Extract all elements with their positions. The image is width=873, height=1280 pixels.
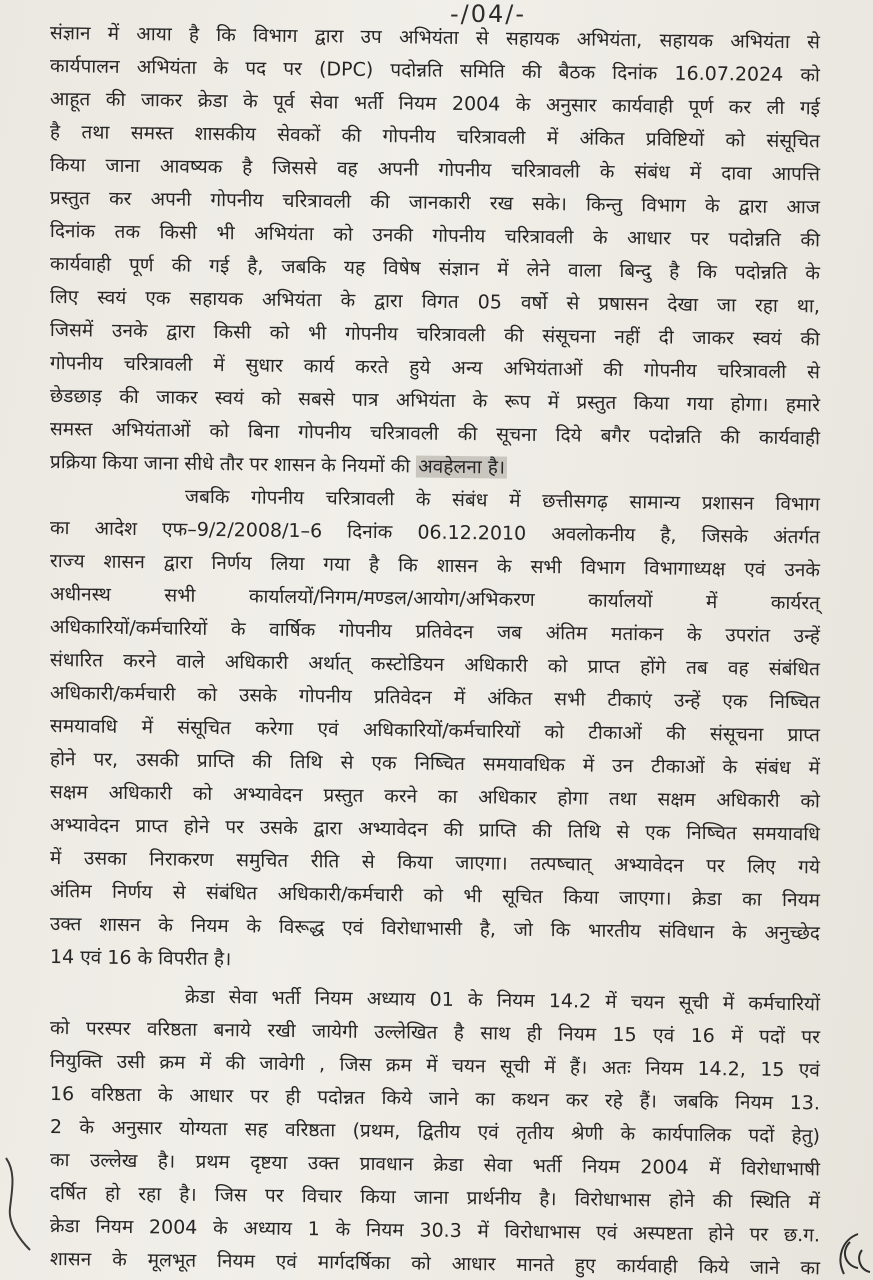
highlighted-text: अवहेलना है। <box>418 455 506 479</box>
text-line: संधारित करने वाले अधिकारी अर्थात् कस्टोडियन अधिकारी को प्राप्त होंगे तब वह संबंधित <box>49 649 821 681</box>
text-line: दर्षित हो रहा है। जिस पर विचार किया जाना प्रार्थनीय है। विरोधाभास होने की स्थिति में <box>49 1182 821 1214</box>
text-line: क्रेडा नियम 2004 के अध्याय 1 के नियम 30.3 में विरोधाभास एवं अस्पष्टता होने पर छ.ग. <box>49 1215 821 1247</box>
text-line: को परस्पर वरिष्ठता बनाये रखी जायेगी उल्लेखित है साथ ही नियम 15 एवं 16 में पदों पर <box>49 1017 821 1049</box>
handwritten-initials-mark <box>828 1228 873 1280</box>
text-line: है तथा समस्त शासकीय सेवकों की गोपनीय चरित्रावली में अंकित प्रविष्टियों को संसूचित <box>49 121 821 153</box>
text-line: समयावधि में संसूचित करेगा एवं अधिकारियों/कर्मचारियों को टीकाओं की संसूचना प्राप्त <box>49 715 821 747</box>
text-line: 14 एवं 16 के विपरीत है। <box>49 946 232 971</box>
text-line: लिए स्वयं एक सहायक अभियंता के द्वारा विगत 05 वर्षो से प्रषासन देखा जा रहा था, <box>49 286 821 318</box>
text-line: अधीनस्थ सभी कार्यालयों/निगम/मण्डल/आयोग/अभिकरण कार्यालयों में कार्यरत् <box>49 583 821 615</box>
text-line: जबकि गोपनीय चरित्रावली के संबंध में छत्तीसगढ़ सामान्य प्रशासन विभाग <box>184 485 821 516</box>
text-line: में उसका निराकरण समुचित रीति से किया जाएगा। तत्पष्चात् अभ्यावेदन पर लिए गये <box>49 847 821 879</box>
text-line: अंतिम निर्णय से संबंधित अधिकारी/कर्मचारी को भी सूचित किया जाएगा। क्रेडा का नियम <box>49 880 821 912</box>
text-line: छेडछाड़ की जाकर स्वयं को सबसे पात्र अभियंता के रूप में प्रस्तुत किया गया होगा। हमारे <box>49 385 821 417</box>
page-number: -/04/- <box>450 0 527 28</box>
text-line: सक्षम अधिकारी को अभ्यावेदन प्रस्तुत करने का अधिकार होगा तथा सक्षम अधिकारी को <box>49 781 821 813</box>
text-line: कार्यपालन अभियंता के पद पर (DPC) पदोन्नति समिति की बैठक दिनांक 16.07.2024 को <box>49 55 821 87</box>
text-line: क्रेडा सेवा भर्ती नियम अध्याय 01 के नियम 14.2 में चयन सूची में कर्मचारियों <box>184 985 821 1016</box>
text-line: गोपनीय चरित्रावली में सुधार कार्य करते हुये अन्य अभियंताओं की गोपनीय चरित्रावली से <box>49 352 821 384</box>
text-line: अधिकारियों/कर्मचारियों के वार्षिक गोपनीय प्रतिवेदन जब अंतिम मतांकन के उपरांत उन्हें <box>49 616 821 648</box>
text-line: नियुक्ति उसी क्रम में की जावेगी , जिस क्रम में चयन सूची में हैं। अतः नियम 14.2, 15 एवं <box>49 1050 821 1082</box>
text-line: प्रस्तुत कर अपनी गोपनीय चरित्रावली की जानकारी रख सके। किन्तु विभाग के द्वारा आज <box>49 187 821 219</box>
text-line: 16 वरिष्ठता के आधार पर ही पदोन्नत किये जाने का कथन कर रहे हैं। जबकि नियम 13. <box>49 1083 821 1115</box>
text-line: 2 के अनुसार योग्यता सह वरिष्ठता (प्रथम, द्वितीय एवं तृतीय श्रेणी के कार्यपालिक पदों हेतु) <box>49 1116 821 1148</box>
text-line: राज्य शासन द्वारा निर्णय लिया गया है कि शासन के सभी विभाग विभागाध्यक्ष एवं उनके <box>49 550 821 582</box>
text-line: कार्यवाही पूर्ण की गई है, जबकि यह विषेष संज्ञान में लेने वाला बिन्दु है कि पदोन्नति के <box>49 253 821 285</box>
text-line: संज्ञान में आया है कि विभाग द्वारा उप अभियंता से सहायक अभियंता, सहायक अभियंता से <box>49 22 821 54</box>
text-line: अभ्यावेदन प्राप्त होने पर उसके द्वारा अभ्यावेदन की प्राप्ति की तिथि से एक निष्चित समयावधि <box>49 814 821 846</box>
text-line: शासन के मूलभूत नियम एवं मार्गदर्षिका को आधार मानते हुए कार्यवाही किये जाने का <box>49 1248 821 1280</box>
text-line: किया जाना आवष्यक है जिससे वह अपनी गोपनीय चरित्रावली के संबंध में दावा आपत्ति <box>49 154 821 186</box>
text-line: का आदेश एफ–9/2/2008/1–6 दिनांक 06.12.2010 अवलोकनीय है, जिसके अंतर्गत <box>49 517 821 549</box>
text-line: उक्त शासन के नियम के विरूद्ध एवं विरोधाभासी है, जो कि भारतीय संविधान के अनुच्छेद <box>49 913 821 945</box>
text-line: अधिकारी/कर्मचारी को उसके गोपनीय प्रतिवेदन में अंकित सभी टीकाएं उन्हें एक निष्चित <box>49 682 821 714</box>
text-line: जिसमें उनके द्वारा किसी को भी गोपनीय चरित्रावली की संसूचना नहीं दी जाकर स्वयं की <box>49 319 821 351</box>
pen-mark <box>0 1150 48 1260</box>
text-line: होने पर, उसकी प्राप्ति की तिथि से एक निष्चित समयावधिक में उन टीकाओं के संबंध में <box>49 748 821 780</box>
text-line: समस्त अभियंताओं को बिना गोपनीय चरित्रावली की सूचना दिये बगैर पदोन्नति की कार्यवाही <box>49 418 821 450</box>
text-line: आहूत की जाकर क्रेडा के पूर्व सेवा भर्ती नियम 2004 के अनुसार कार्यवाही पूर्ण कर ली गई <box>49 88 821 120</box>
text-line-part: प्रक्रिया किया जाना सीधे तौर पर शासन के नियमों की <box>49 451 411 478</box>
text-line: का उल्लेख है। प्रथम दृष्टया उक्त प्रावधान क्रेडा सेवा भर्ती नियम 2004 में विरोधाभाषी <box>49 1149 821 1181</box>
text-line: दिनांक तक किसी भी अभियंता को उनकी गोपनीय चरित्रावली के आधार पर पदोन्नति की <box>49 220 821 252</box>
